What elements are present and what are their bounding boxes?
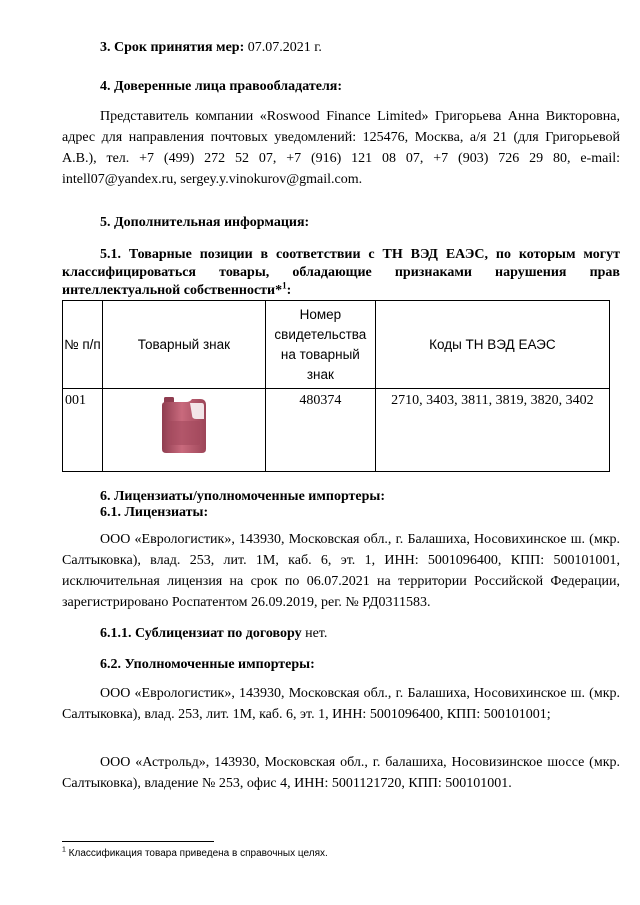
section-5-1-text: 5.1. Товарные позиции в соответствии с ТН ВЭД ЕАЭС, по которым могут классифицироваться товары, обладающие признаками нарушения прав интеллектуальной собственности* bbox=[62, 247, 620, 298]
row-trademark bbox=[102, 389, 265, 472]
header-certificate: Номер свидетельства на товарный знак bbox=[265, 301, 375, 389]
section-6-1-text: ООО «Еврологистик», 143930, Московская обл., г. Балашиха, Носовихинское ш. (мкр. Салтыковка), влад. 253, лит. 1М, каб. 6, эт. 1, ИНН: 5001096400, КПП: 500101001, исключительная лицензия на срок по 06.07.2021 на территории Российской Федерации, зарегистрировано Роспатентом 26.09.2019, рег. № РД0311583. bbox=[62, 532, 620, 610]
footnote-ref: 1 bbox=[282, 280, 287, 291]
section-6-2-title: 6.2. Уполномоченные импортеры: bbox=[100, 657, 315, 672]
footnote-mark: 1 bbox=[62, 846, 66, 854]
section-3-value: 07.07.2021 г. bbox=[244, 40, 322, 55]
row-codes: 2710, 3403, 3811, 3819, 3820, 3402 bbox=[375, 389, 609, 472]
section-6-title: 6. Лицензиаты/уполномоченные импортеры: bbox=[100, 489, 386, 504]
row-num: 001 bbox=[63, 389, 103, 472]
section-3-label: 3. Срок принятия мер: bbox=[100, 40, 245, 55]
header-num: № п/п bbox=[63, 301, 103, 389]
importer-2: ООО «Астрольд», 143930, Московская обл., г. балашиха, Носовизинское шоссе (мкр. Салтыковка), владение № 253, офис 4, ИНН: 5001121720, КПП: 500101001. bbox=[62, 755, 620, 791]
footnote bbox=[62, 848, 328, 859]
section-6-1-1 bbox=[100, 623, 327, 644]
section-6-1-1-label: 6.1.1. Сублицензиат по договору bbox=[100, 626, 302, 641]
goods-table bbox=[62, 300, 610, 472]
canister-icon bbox=[156, 393, 212, 455]
section-5-1-title bbox=[62, 246, 620, 300]
section-4-title: 4. Доверенные лица правообладателя: bbox=[100, 79, 343, 94]
section-5-1-colon: : bbox=[286, 283, 292, 298]
row-certificate: 480374 bbox=[265, 389, 375, 472]
footnote-text: Классификация товара приведена в справочных целях. bbox=[65, 848, 328, 859]
importer-1: ООО «Еврологистик», 143930, Московская обл., г. Балашиха, Носовихинское ш. (мкр. Салтыковка), влад. 253, лит. 1М, каб. 6, эт. 1, ИНН: 5001096400, КПП: 500101001; bbox=[62, 686, 620, 722]
section-6-1-title: 6.1. Лицензиаты: bbox=[100, 505, 209, 520]
section-6-1-1-value: нет. bbox=[301, 626, 328, 641]
header-trademark: Товарный знак bbox=[102, 301, 265, 389]
table-row bbox=[63, 389, 610, 472]
table-header-row bbox=[63, 301, 610, 389]
section-5-title: 5. Дополнительная информация: bbox=[100, 215, 310, 230]
header-codes: Коды ТН ВЭД ЕАЭС bbox=[375, 301, 609, 389]
section-3-deadline bbox=[100, 37, 322, 58]
footnote-divider bbox=[62, 841, 214, 842]
section-4-text: Представитель компании «Roswood Finance Limited» Григорьева Анна Викторовна, адрес для направления почтовых уведомлений: 125476, Москва, а/я 21 (для Григорьевой А.В.), тел. +7 (499) 272 52 07, +7 (916) 121 08 07, +7 (903) 726 29 80, e-mail: intell07@yandex.ru, sergey.y.vinokurov@gmail.com. bbox=[62, 109, 620, 187]
